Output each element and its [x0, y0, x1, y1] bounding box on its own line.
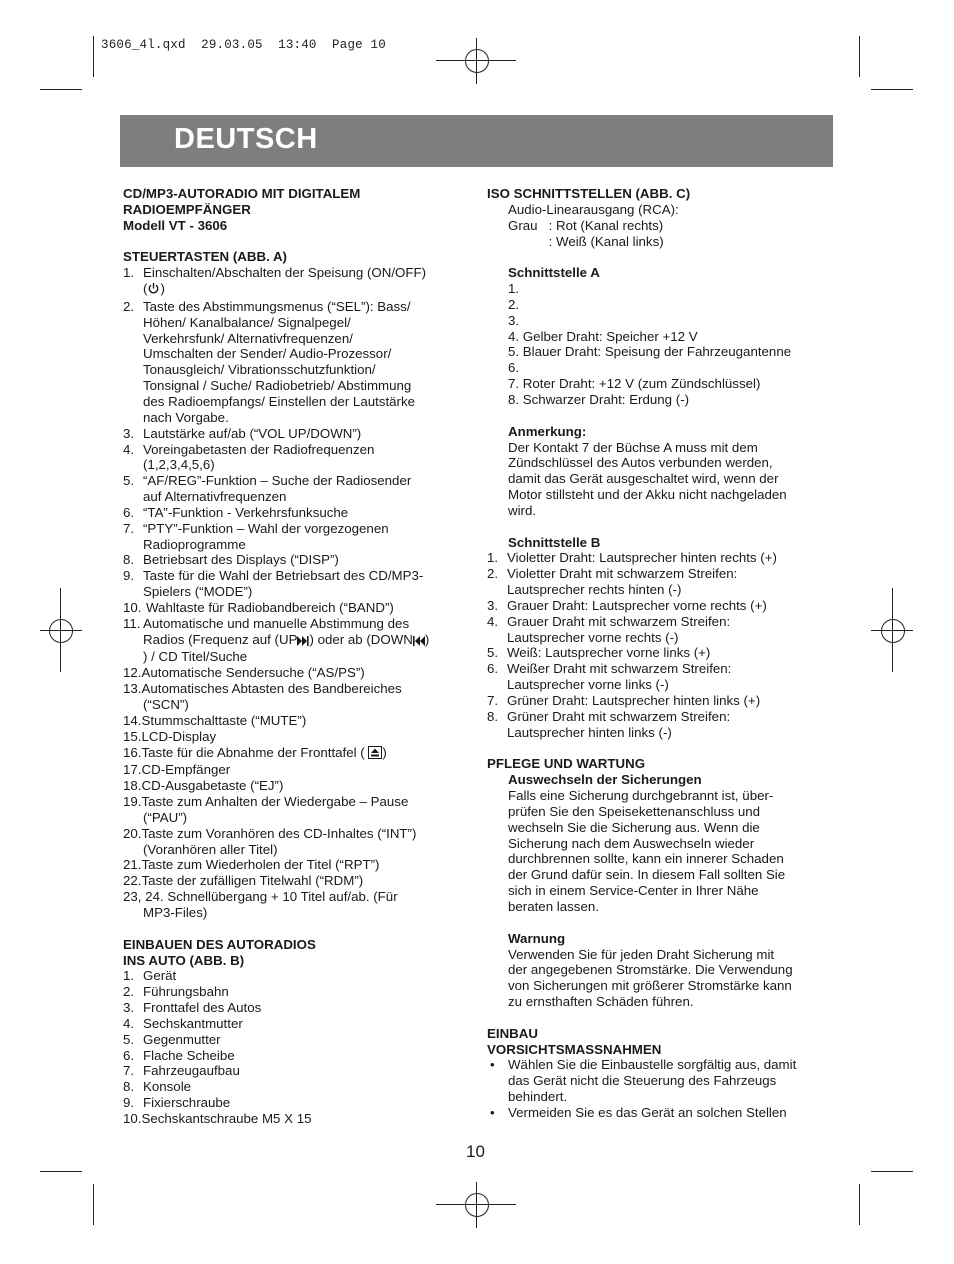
fuse-heading: Auswechseln der Sicherungen [508, 772, 702, 788]
note-heading: Anmerkung: [508, 423, 587, 439]
note-text: Der Kontakt 7 der Büchse A muss mit dem Zündschlüssel des Autos verbunden werden, damit das Gerät ausgeschaltet wird, wenn der Motor stillsteht und der Akku nicht nachgeladen wird. [508, 439, 787, 518]
page-title: DEUTSCH [174, 123, 318, 155]
page-number: 10 [466, 1142, 485, 1161]
list-item: 17.CD-Empfänger [123, 762, 231, 778]
left-column [123, 186, 473, 1127]
list-item: • Vermeiden Sie es das Gerät an solchen Stellen [490, 1104, 787, 1120]
list-item: 1. [508, 281, 520, 297]
list-item: 5. Blauer Draht: Speisung der Fahrzeugantenne [508, 344, 792, 360]
list-item: 1. Violetter Draht: Lautsprecher hinten rechts (+) [487, 550, 777, 566]
list-item: 13.Automatisches Abtasten des Bandbereiches (“SCN”) [123, 681, 402, 712]
list-item: 11. Automatische und manuelle Abstimmung des Radios (Frequenz auf (UP ) oder ab (DOWN ) ) / CD Titel/Suche [123, 615, 430, 665]
list-item: 7. Roter Draht: +12 V (zum Zündschlüssel) [508, 376, 761, 392]
list-item: 4. Sechskantmutter [123, 1015, 243, 1031]
list-item: 9. Fixierschraube [123, 1095, 231, 1111]
care-heading: PFLEGE UND WARTUNG [487, 756, 646, 772]
list-item: 12.Automatische Sendersuche (“AS/PS”) [123, 665, 365, 681]
power-icon [147, 282, 160, 299]
precautions-list [487, 1057, 837, 1120]
list-item: 2. Taste des Abstimmungsmenus (“SEL”): Bass/ Höhen/ Kanalbalance/ Signalpegel/ Verkehrsfunk/ Alternativfrequenzen/ Umschalten der Sender/ Audio-Prozessor/ Tonausgleich/ Vibrationsschutzfunktion/ Tonsignal / Suche/ Radiobetrieb/ Abstimmung des Radioempfangs/ Einstellen der Lautstärke nach Vorgabe. [123, 298, 416, 425]
controls-list [123, 265, 473, 921]
audio-output: Audio-Linearausgang (RCA): Grau : Rot (Kanal rechts) : Weiß (Kanal links) [508, 201, 679, 249]
list-item: 4. Grauer Draht mit schwarzem Streifen: Lautsprecher vorne rechts (-) [487, 613, 731, 645]
list-item: 6. [508, 360, 520, 376]
right-column [487, 186, 837, 1121]
list-item: 23, 24. Schnellübergang + 10 Titel auf/ab. (Für MP3-Files) [123, 889, 398, 920]
list-item: 5. Weiß: Lautsprecher vorne links (+) [487, 645, 711, 661]
product-title: CD/MP3-AUTORADIO MIT DIGITALEM RADIOEMPFÄNGER Modell VT - 3606 [123, 186, 361, 233]
list-item: 8. Schwarzer Draht: Erdung (-) [508, 391, 690, 407]
list-item: 6. “TA”-Funktion - Verkehrsfunksuche [123, 504, 349, 520]
interface-b-heading: Schnittstelle B [508, 534, 601, 550]
list-item: 21.Taste zum Wiederholen der Titel (“RPT”) [123, 857, 380, 873]
interface-a-heading: Schnittstelle A [508, 265, 600, 281]
list-item: 10.Sechskantschraube M5 X 15 [123, 1110, 312, 1126]
install-list [123, 968, 473, 1126]
warning-heading: Warnung [508, 930, 566, 946]
print-slug: 3606_4l.qxd 29.03.05 13:40 Page 10 [101, 38, 386, 52]
list-item: 3. Grauer Draht: Lautsprecher vorne rechts (+) [487, 597, 767, 613]
list-item: 7. “PTY”-Funktion – Wahl der vorgezogenen Radioprogramme [123, 520, 389, 552]
list-item: 8. Konsole [123, 1079, 192, 1095]
list-item: 2. [508, 296, 520, 312]
install-heading: EINBAUEN DES AUTORADIOS INS AUTO (ABB. B) [123, 936, 316, 968]
list-item: 6. Weißer Draht mit schwarzem Streifen: Lautsprecher vorne links (-) [487, 661, 732, 693]
list-item: 2. Violetter Draht mit schwarzem Streifen: Lautsprecher rechts hinten (-) [487, 566, 738, 598]
list-item: 3. Lautstärke auf/ab (“VOL UP/DOWN”) [123, 425, 362, 441]
einbau-heading: EINBAU VORSICHTSMASSNAHMEN [487, 1025, 662, 1057]
list-item: 2. Führungsbahn [123, 984, 229, 1000]
list-item: 10. Wahltaste für Radiobandbereich (“BAND”) [123, 599, 394, 615]
list-item: 8. Grüner Draht mit schwarzem Streifen: Lautsprecher hinten links (-) [487, 708, 731, 740]
list-item: 20.Taste zum Voranhören des CD-Inhaltes (“INT”) (Voranhören aller Titel) [123, 825, 417, 857]
warning-text: Verwenden Sie für jeden Draht Sicherung mit der angegebenen Stromstärke. Die Verwendung von Sicherungen mit größerer Stromstärke kann zu ernsthaften Schäden führen. [508, 946, 793, 1010]
list-item: 6. Flache Scheibe [123, 1047, 235, 1063]
list-item: 4. Gelber Draht: Speicher +12 V [508, 328, 698, 344]
list-item: 3. [508, 312, 520, 328]
prev-track-icon [413, 634, 425, 650]
list-item: 15.LCD-Display [123, 728, 217, 744]
list-item: 4. Voreingabetasten der Radiofrequenzen (1,2,3,4,5,6) [123, 441, 375, 473]
list-item: 5. “AF/REG”-Funktion – Suche der Radiosender auf Alternativfrequenzen [123, 473, 412, 505]
list-item: 7. Fahrzeugaufbau [123, 1063, 240, 1079]
list-item: 14.Stummschalttaste (“MUTE”) [123, 712, 307, 728]
controls-heading: STEUERTASTEN (ABB. A) [123, 249, 287, 265]
list-item: 8. Betriebsart des Displays (“DISP”) [123, 552, 339, 568]
interface-a-list [487, 281, 837, 408]
iso-heading: ISO SCHNITTSTELLEN (ABB. C) [487, 186, 691, 201]
next-track-icon [297, 634, 309, 650]
list-item: 7. Grüner Draht: Lautsprecher hinten links (+) [487, 693, 761, 708]
list-item: 1. Einschalten/Abschalten der Speisung (ON/OFF) ( ) [123, 265, 473, 299]
list-item: 22.Taste der zufälligen Titelwahl (“RDM”) [123, 873, 364, 889]
interface-b-list [487, 550, 837, 740]
list-item: • Wählen Sie die Einbaustelle sorgfältig aus, damit das Gerät nicht die Steuerung des Fahrzeugs behindert. [490, 1057, 797, 1105]
fuse-text: Falls eine Sicherung durchgebrannt ist, über- prüfen Sie den Speisekettenanschluss und wechseln Sie die Sicherung aus. Wenn die Sicherung nach dem Auswechseln wieder durchbrennen sollte, kann ein innerer Schaden der Grund dafür sein. In diesem Fall sollten Sie sich in einem Service-Center in Ihrer Nähe beraten lassen. [508, 788, 786, 914]
list-item: 5. Gegenmutter [123, 1031, 221, 1047]
list-item: 3. Fronttafel des Autos [123, 1000, 262, 1016]
eject-panel-icon [368, 746, 382, 763]
list-item: 18.CD-Ausgabetaste (“EJ”) [123, 778, 284, 794]
list-item: 16.Taste für die Abnahme der Fronttafel ( ) [123, 745, 473, 763]
list-item: 9. Taste für die Wahl der Betriebsart des CD/MP3- Spielers (“MODE”) [123, 568, 424, 600]
header-banner [120, 115, 833, 167]
list-item: 19.Taste zum Anhalten der Wiedergabe – Pause (“PAU”) [123, 794, 409, 825]
list-item: 1. Gerät [123, 968, 177, 984]
